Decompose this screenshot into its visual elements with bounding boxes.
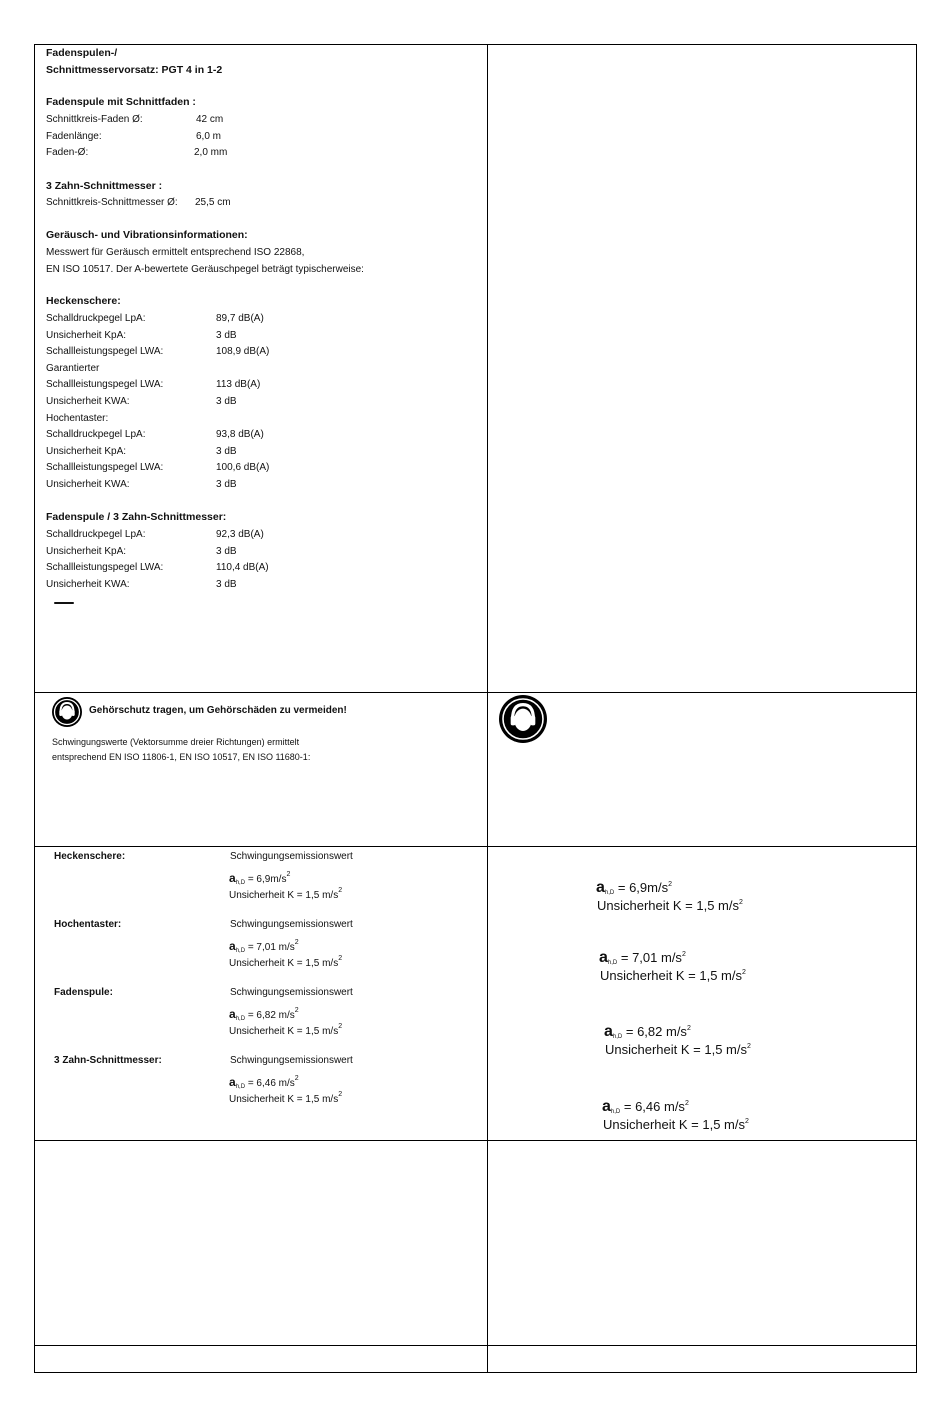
vib-uncertainty: Unsicherheit K = 1,5 $m/s^2$ <box>229 1023 343 1037</box>
title-line-1: Fadenspulen-/ <box>46 47 118 59</box>
vib-value: $a_{h,D} = 6,82$ $m/s^2$ <box>229 1007 299 1022</box>
vib-name: Fadenspule: <box>54 987 113 998</box>
noise-row: Unsicherheit KpA: 3 dB <box>46 329 237 341</box>
vib-name: Hochentaster: <box>54 919 122 930</box>
vib-value-large: $a_{h,D} = 6,82$ $m/s^2$ <box>604 1023 691 1040</box>
hearing-protection-icon-large <box>499 695 547 743</box>
vib-name: 3 Zahn-Schnittmesser: <box>54 1055 162 1066</box>
noise-row: Schallleistungspegel LWA: 113 dB(A) <box>46 379 261 391</box>
hearing-warning: Gehörschutz tragen, um Gehörschäden zu vermeiden! <box>89 705 347 716</box>
row-divider <box>34 692 917 693</box>
spule-table <box>46 112 227 162</box>
title-line-2: Schnittmesservorsatz: PGT 4 in 1-2 <box>46 64 223 76</box>
vib-intro-line-2: entsprechend EN ISO 11806-1, EN ISO 10517, EN ISO 11680-1: <box>52 752 311 762</box>
noise-row: Unsicherheit KpA: 3 dB <box>46 445 237 457</box>
vib-uncertainty-large: Unsicherheit K = 1,5 $m/s^2$ <box>605 1042 751 1057</box>
vib-value-large: $a_{h,D} = 6,46$ $m/s^2$ <box>602 1098 689 1115</box>
noise-row: Schalldruckpegel LpA: 89,7 dB(A) <box>46 313 264 324</box>
row-divider <box>34 1140 917 1141</box>
vib-uncertainty: Unsicherheit K = 1,5 $m/s^2$ <box>229 955 343 969</box>
vib-intro-line-1: Schwingungswerte (Vektorsumme dreier Richtungen) ermittelt <box>52 737 300 747</box>
vib-value: $a_{h,D} = 6,9m/s^2$ <box>229 871 291 886</box>
noise-row: Unsicherheit KpA: 3 dB <box>46 545 237 557</box>
vib-value-large: $a_{h,D} = 6,9m/s^2$ <box>596 879 672 896</box>
faden-heading: Fadenspule / 3 Zahn-Schnittmesser: <box>46 511 227 523</box>
noise-heading: Geräusch- und Vibrationsinformationen: <box>46 229 248 241</box>
column-divider <box>487 44 488 1373</box>
noise-line-1: Messwert für Geräusch ermittelt entsprechend ISO 22868, <box>46 247 305 258</box>
spule-heading: Fadenspule mit Schnittfaden : <box>46 96 196 108</box>
messer-heading: 3 Zahn-Schnittmesser : <box>46 180 163 192</box>
hearing-protection-icon <box>52 697 82 727</box>
hecken-heading: Heckenschere: <box>46 295 121 307</box>
emission-label: Schwingungsemissionswert <box>230 1055 353 1066</box>
emission-label: Schwingungsemissionswert <box>230 987 353 998</box>
row-divider <box>34 846 917 847</box>
spec-row: Fadenlänge: 6,0 m <box>46 130 222 142</box>
vib-uncertainty: Unsicherheit K = 1,5 $m/s^2$ <box>229 887 343 901</box>
spec-row: Faden-Ø: 2,0 mm <box>46 147 228 159</box>
noise-row: Schallleistungspegel LWA: 100,6 dB(A) <box>46 462 270 474</box>
noise-row: Unsicherheit KWA: 3 dB <box>46 395 237 407</box>
messer-row: Schnittkreis-Schnittmesser Ø: 25,5 cm <box>46 197 231 208</box>
vib-uncertainty-large: Unsicherheit K = 1,5 $m/s^2$ <box>600 968 746 983</box>
noise-row: Schalldruckpegel LpA: 93,8 dB(A) <box>46 429 264 441</box>
noise-row: Schallleistungspegel LWA: 110,4 dB(A) <box>46 562 269 574</box>
noise-row: Unsicherheit KWA: 3 dB <box>46 478 237 490</box>
vib-value-large: $a_{h,D} = 7,01$ $m/s^2$ <box>599 949 686 966</box>
vib-uncertainty-large: Unsicherheit K = 1,5 $m/s^2$ <box>597 898 743 913</box>
vib-name: Heckenschere: <box>54 851 126 862</box>
faden-table <box>46 527 269 593</box>
row-divider <box>34 1345 917 1346</box>
noise-line-2: EN ISO 10517. Der A-bewertete Geräuschpegel beträgt typischerweise: <box>46 264 364 275</box>
emission-label: Schwingungsemissionswert <box>230 919 353 930</box>
noise-row: Schallleistungspegel LWA: 108,9 dB(A) <box>46 346 270 358</box>
noise-row: Schalldruckpegel LpA: 92,3 dB(A) <box>46 529 264 540</box>
hecken-table <box>46 311 269 494</box>
scan-mark <box>54 602 74 604</box>
vib-uncertainty-large: Unsicherheit K = 1,5 $m/s^2$ <box>603 1117 749 1132</box>
vib-value: $a_{h,D} = 7,01$ $m/s^2$ <box>229 939 299 954</box>
emission-label: Schwingungsemissionswert <box>230 851 353 862</box>
vib-value: $a_{h,D} = 6,46$ $m/s^2$ <box>229 1075 299 1090</box>
noise-row: Hochentaster: <box>46 412 109 424</box>
noise-row: Unsicherheit KWA: 3 dB <box>46 578 237 590</box>
noise-row: Garantierter <box>46 362 100 374</box>
vib-uncertainty: Unsicherheit K = 1,5 $m/s^2$ <box>229 1091 343 1105</box>
spec-row: Schnittkreis-Faden Ø: 42 cm <box>46 114 224 125</box>
